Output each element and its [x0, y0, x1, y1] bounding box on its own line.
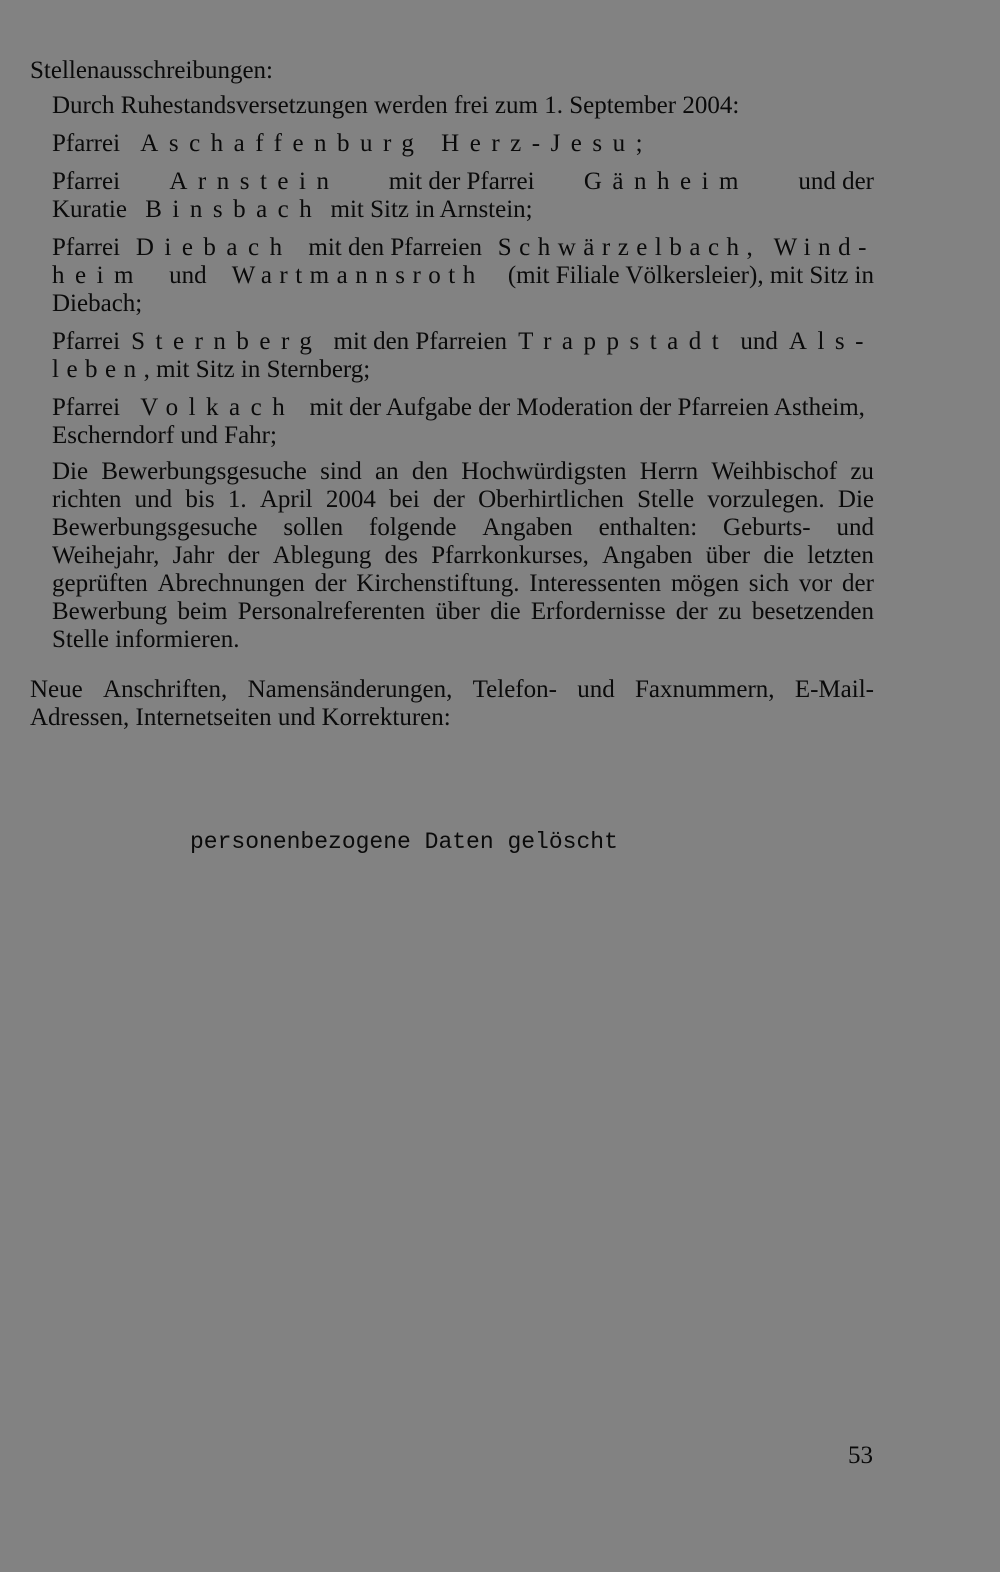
word: 1.	[227, 486, 247, 513]
word: richten	[52, 486, 122, 513]
intro-line: Durch Ruhestandsversetzungen werden frei zum 1. September 2004:	[52, 92, 740, 119]
paragraph-line	[52, 458, 874, 486]
word: Erfordernisse	[530, 598, 666, 625]
word: Angaben	[482, 514, 573, 541]
word: Interessenten	[529, 570, 662, 597]
entry-arnstein-line-2	[52, 196, 533, 224]
word: die	[763, 542, 794, 569]
parish-name: Aschaffenburg Herz-Jesu;	[140, 130, 654, 157]
word: Oberhirtlichen	[478, 486, 624, 513]
entry-text: mit der Aufgabe der Moderation der Pfarreien Astheim,	[309, 394, 865, 421]
parish-name: Trappstadt	[518, 328, 730, 355]
word: Die	[52, 458, 89, 485]
word: besetzenden	[751, 598, 874, 625]
parish-name: Sternberg	[131, 328, 323, 355]
word: Angaben	[602, 542, 693, 569]
word: Pfarrkonkurses,	[431, 542, 589, 569]
word: vor	[798, 570, 833, 597]
entry-diebach-line-3: Diebach;	[52, 290, 143, 317]
redaction-note: personenbezogene Daten gelöscht	[190, 829, 618, 855]
entry-text: (mit Filiale Völkersleier), mit Sitz in	[507, 262, 874, 289]
word: Stelle informieren.	[52, 626, 240, 653]
paragraph-line	[30, 704, 451, 732]
word: April	[259, 486, 313, 513]
word: Bewerbungsgesuche	[101, 458, 307, 485]
word: Bewerbung	[52, 598, 168, 625]
parish-name: Diebach	[135, 234, 293, 261]
entry-text: und	[169, 262, 207, 289]
word: Faxnummern,	[634, 676, 775, 703]
entry-diebach-line-1	[52, 234, 874, 262]
word: beim	[177, 598, 228, 625]
word: zu	[850, 458, 874, 485]
word: der	[432, 486, 465, 513]
entry-label: Pfarrei	[52, 234, 121, 261]
entry-text: mit der Pfarrei	[388, 168, 535, 195]
entry-label: Pfarrei	[52, 168, 121, 195]
parish-name: leben	[52, 356, 144, 383]
paragraph-line	[52, 570, 874, 598]
parish-name: Volkach	[140, 394, 296, 421]
paragraph-line	[52, 598, 874, 626]
word: über	[435, 598, 480, 625]
word: Hochwürdigsten	[461, 458, 627, 485]
parish-name: Wartmannsroth	[231, 262, 483, 289]
entry-text: mit Sitz in Arnstein;	[330, 196, 533, 223]
word: und	[577, 676, 615, 703]
entry-label: Pfarrei	[52, 394, 121, 421]
word: geprüften	[52, 570, 148, 597]
word: Adressen, Internetseiten und Korrekturen:	[30, 704, 451, 731]
word: der	[314, 570, 347, 597]
word: Kirchenstiftung.	[356, 570, 520, 597]
word: der	[841, 570, 874, 597]
word: Stelle	[637, 486, 695, 513]
entry-aschaffenburg	[52, 130, 653, 158]
entry-label: Pfarrei	[52, 328, 121, 355]
paragraph-line	[52, 514, 874, 542]
parish-name: Arnstein	[169, 168, 340, 195]
entry-arnstein-line-1	[52, 168, 874, 196]
paragraph-line	[52, 486, 874, 514]
word: sollen	[283, 514, 344, 541]
word: Abrechnungen	[157, 570, 305, 597]
paragraph-line	[52, 626, 239, 654]
parish-name: Schwärzelbach, Wind-	[497, 234, 874, 261]
word: bei	[389, 486, 420, 513]
word: an	[375, 458, 399, 485]
word: Weihejahr,	[52, 542, 160, 569]
word: zu	[717, 598, 742, 625]
entry-text: , mit Sitz in Sternberg;	[143, 356, 371, 383]
entry-label: Pfarrei	[52, 130, 121, 157]
word: Neue	[30, 676, 83, 703]
word: 2004	[325, 486, 376, 513]
entry-text: mit den Pfarreien	[333, 328, 508, 355]
word: Herrn	[639, 458, 699, 485]
section-heading: Stellenausschreibungen:	[30, 57, 273, 84]
word: mögen	[670, 570, 739, 597]
word: und	[134, 486, 173, 513]
entry-diebach-line-2	[52, 262, 874, 290]
entry-sternberg-line-2	[52, 356, 370, 384]
word: vorzulegen.	[707, 486, 825, 513]
word: und	[836, 514, 874, 541]
entry-sternberg-line-1	[52, 328, 874, 356]
word: folgende	[369, 514, 457, 541]
parish-name: Binsbach	[145, 196, 323, 223]
paragraph-line	[30, 676, 874, 704]
word: Anschriften,	[103, 676, 228, 703]
entry-text: und	[740, 328, 778, 355]
entry-volkach-line-2: Escherndorf und Fahr;	[52, 422, 277, 449]
paragraph-line	[52, 542, 874, 570]
word: Die	[837, 486, 874, 513]
word: E-Mail-	[794, 676, 874, 703]
word: die	[490, 598, 521, 625]
word: Namensänderungen,	[247, 676, 453, 703]
word: enthalten:	[598, 514, 698, 541]
word: über	[705, 542, 751, 569]
word: des	[384, 542, 418, 569]
word: Bewerbungsgesuche	[52, 514, 258, 541]
word: Ablegung	[272, 542, 372, 569]
entry-text: mit den Pfarreien	[308, 234, 482, 261]
entry-label: Kuratie	[52, 196, 127, 223]
parish-name: heim	[52, 262, 144, 289]
parish-name: Als-	[788, 328, 874, 355]
word: Telefon-	[472, 676, 557, 703]
word: der	[675, 598, 708, 625]
word: der	[227, 542, 260, 569]
entry-text: und der	[798, 168, 874, 195]
word: sich	[748, 570, 790, 597]
word: Jahr	[172, 542, 215, 569]
entry-volkach-line-1	[52, 394, 865, 422]
word: den	[411, 458, 449, 485]
word: Weihbischof	[711, 458, 838, 485]
word: Geburts-	[723, 514, 811, 541]
word: letzten	[807, 542, 874, 569]
word: Personalreferenten	[237, 598, 426, 625]
word: bis	[185, 486, 215, 513]
parish-name: Gänheim	[583, 168, 749, 195]
page-number: 53	[848, 1442, 873, 1469]
word: sind	[320, 458, 362, 485]
